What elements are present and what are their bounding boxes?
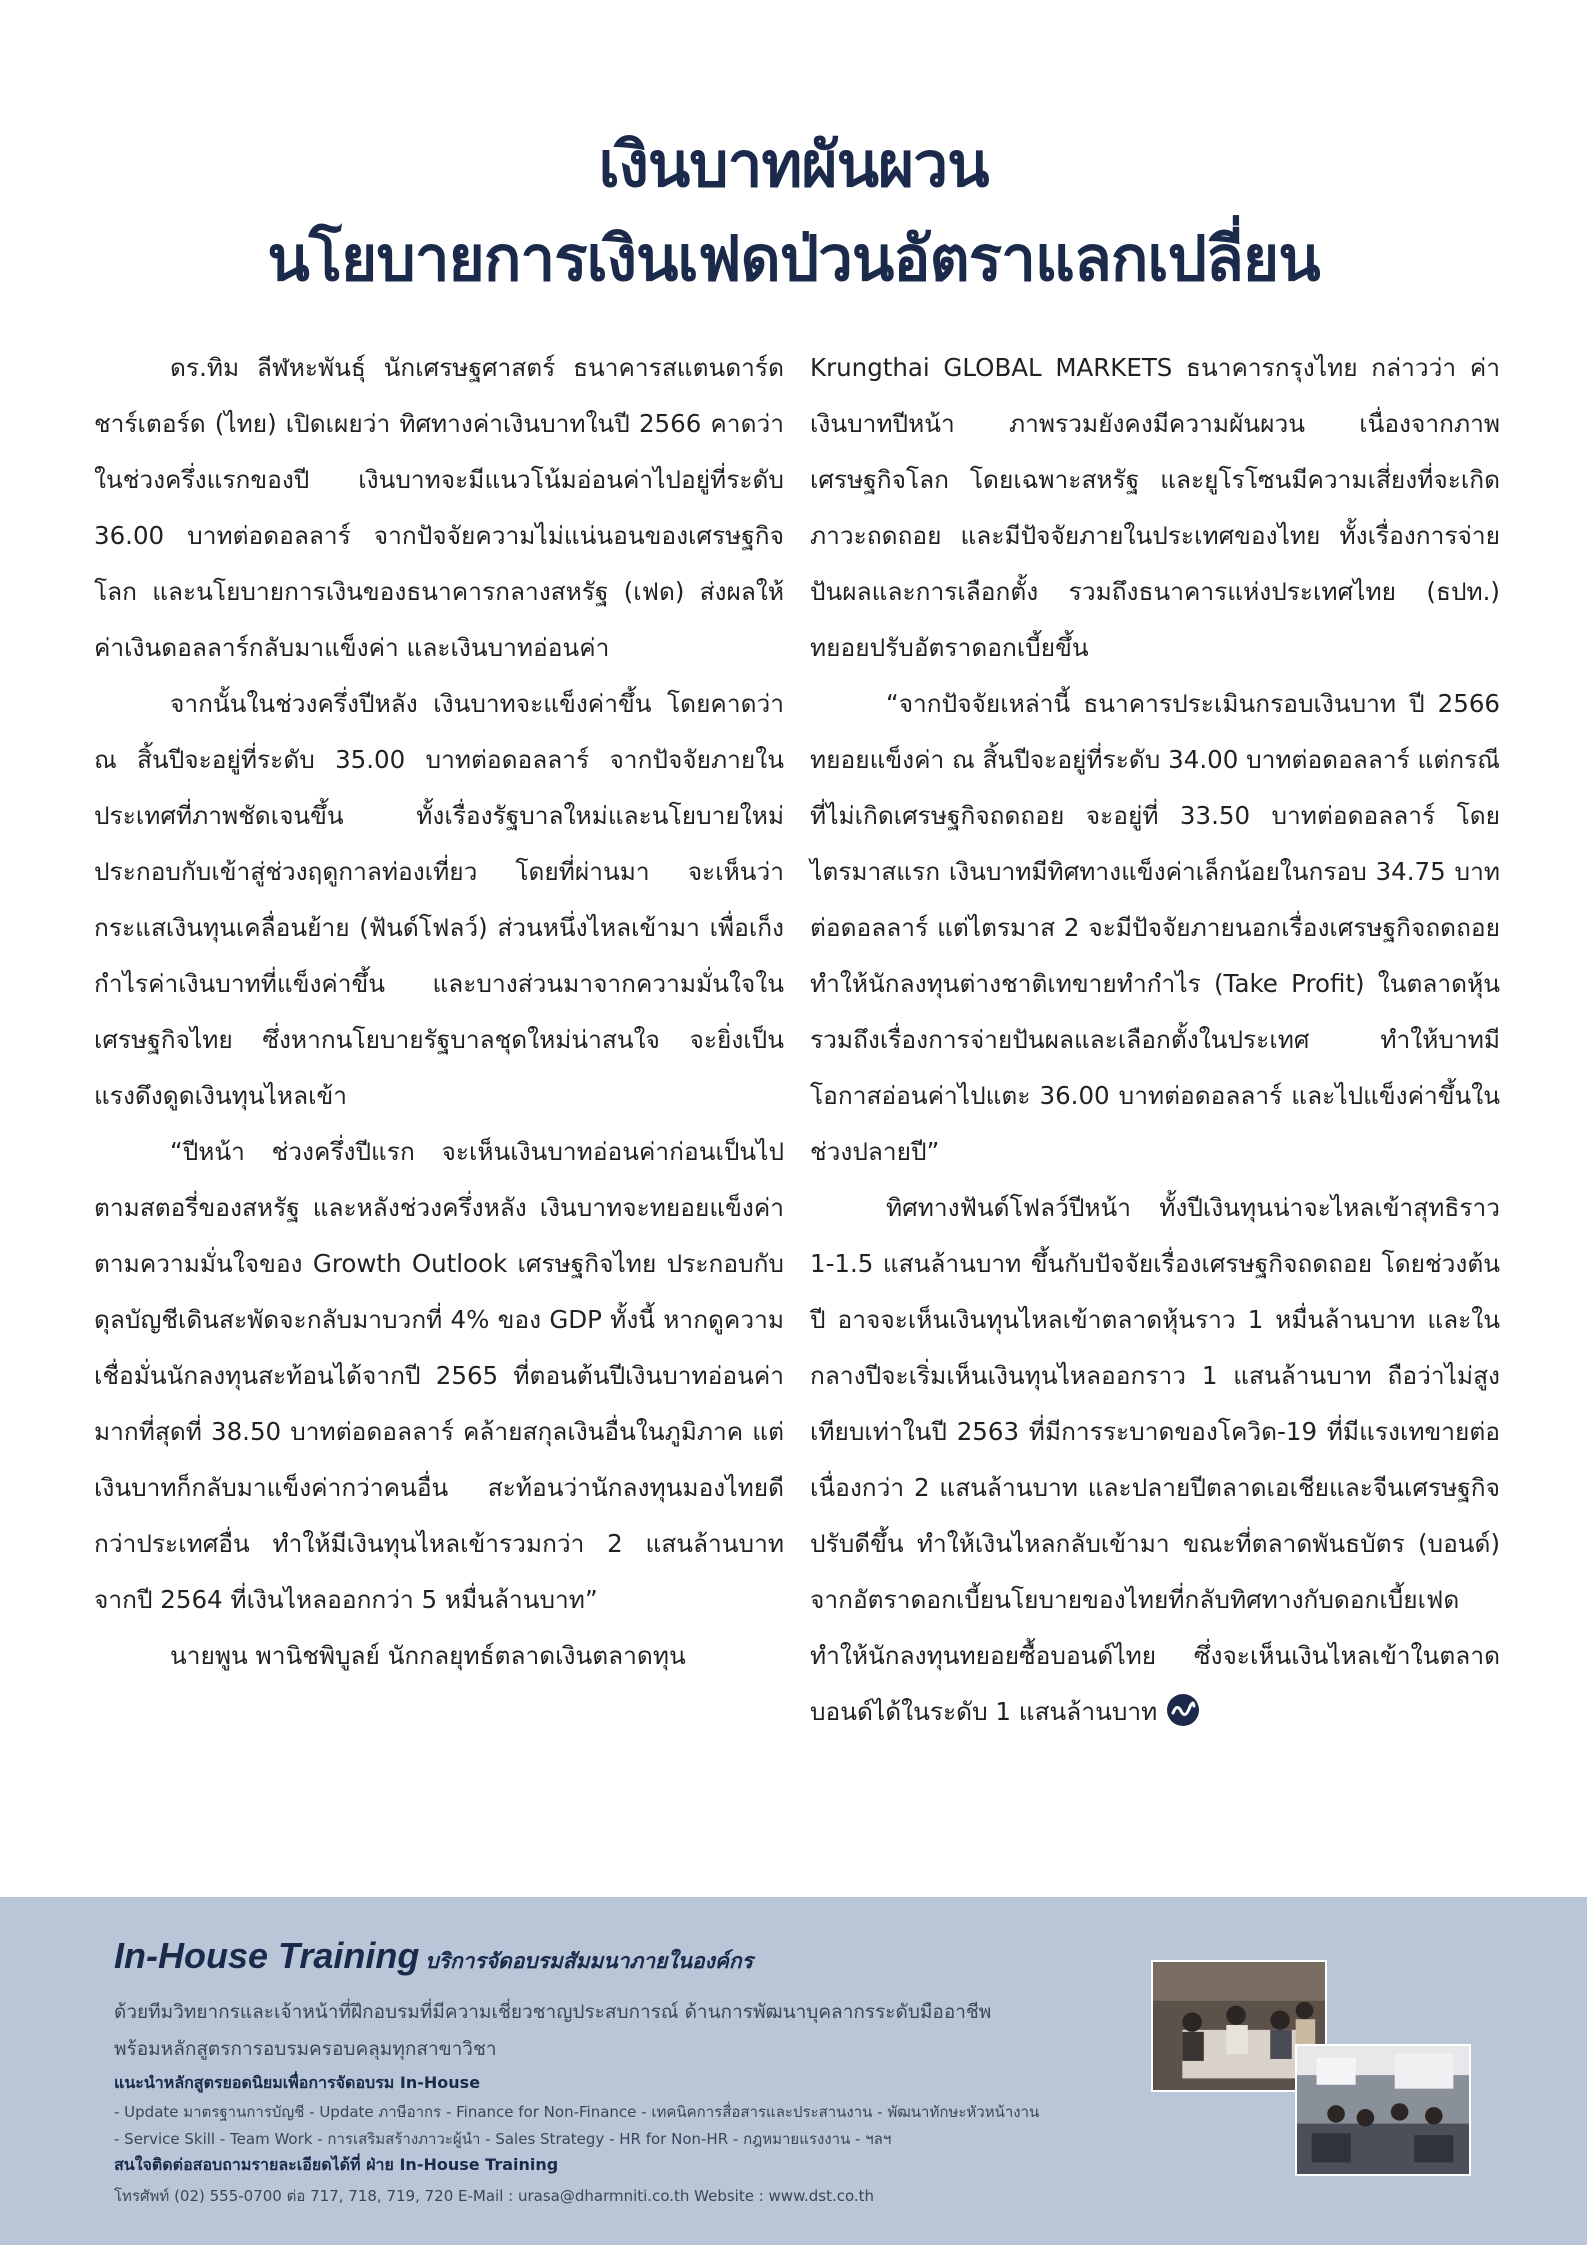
footer-contact-heading: สนใจติดต่อสอบถามรายละเอียดได้ที่ ฝ่าย In-House Training <box>114 2155 559 2174</box>
article-title <box>0 118 1587 306</box>
promo-footer <box>0 1897 1587 2245</box>
title-line-1: เงินบาทผันผวน <box>598 128 989 201</box>
footer-courses-heading: แนะนำหลักสูตรยอดนิยมเพื่อการจัดอบรม In-House <box>114 2073 481 2092</box>
footer-headline-sub: บริการจัดอบรมสัมมนาภายในองค์กร <box>425 1949 753 1973</box>
footer-courses-line-2: - Service Skill - Team Work - การเสริมสร้างภาวะผู้นำ - Sales Strategy - HR for Non-HR - กฎหมายแรงงาน - ฯลฯ <box>114 2130 892 2148</box>
training-photo-2 <box>1295 2044 1471 2176</box>
paragraph: ดร.ทิม ลีฬหะพันธุ์ นักเศรษฐศาสตร์ ธนาคารสแตนดาร์ดชาร์เตอร์ด (ไทย) เปิดเผยว่า ทิศทางค่าเงินบาทในปี 2566 คาดว่า ในช่วงครึ่งแรกของปี เงินบาทจะมีแนวโน้มอ่อนค่าไปอยู่ที่ระดับ 36.00 บาทต่อดอลลาร์ จากปัจจัยความไม่แน่นอนของเศรษฐกิจโลก และนโยบายการเงินของธนาคารกลางสหรัฐ (เฟด) ส่งผลให้ค่าเงินดอลลาร์กลับมาแข็งค่า และเงินบาทอ่อนค่า <box>94 353 784 662</box>
paragraph: นายพูน พานิชพิบูลย์ นักกลยุทธ์ตลาดเงินตลาดทุน <box>170 1641 686 1670</box>
article-column-left <box>94 340 784 1684</box>
footer-headline-title: In-House Training <box>114 1935 420 1976</box>
footer-contact-line: โทรศัพท์ (02) 555-0700 ต่อ 717, 718, 719, 720 E-Mail : urasa@dharmniti.co.th Website : www.dst.co.th <box>114 2187 875 2205</box>
paragraph <box>810 1180 1500 1740</box>
footer-desc-line-1: ด้วยทีมวิทยากรและเจ้าหน้าที่ฝึกอบรมที่มีความเชี่ยวชาญประสบการณ์ ด้านการพัฒนาบุคลากรระดับมืออาชีพ <box>114 2001 992 2023</box>
paragraph: “ปีหน้า ช่วงครึ่งปีแรก จะเห็นเงินบาทอ่อนค่าก่อนเป็นไปตามสตอรี่ของสหรัฐ และหลังช่วงครึ่งหลัง เงินบาทจะทยอยแข็งค่าตามความมั่นใจของ Growth Outlook เศรษฐกิจไทย ประกอบกับดุลบัญชีเดินสะพัดจะกลับมาบวกที่ 4% ของ GDP ทั้งนี้ หากดูความเชื่อมั่นนักลงทุนสะท้อนได้จากปี 2565 ที่ตอนต้นปีเงินบาทอ่อนค่ามากที่สุดที่ 38.50 บาทต่อดอลลาร์ คล้ายสกุลเงินอื่นในภูมิภาค แต่เงินบาทก็กลับมาแข็งค่ากว่าคนอื่น สะท้อนว่านักลงทุนมองไทยดีกว่าประเทศอื่น ทำให้มีเงินทุนไหลเข้ารวมกว่า 2 แสนล้านบาท จากปี 2564 ที่เงินไหลออกกว่า 5 หมื่นล้านบาท” <box>94 1137 784 1614</box>
title-line-2: นโยบายการเงินเฟดป่วนอัตราแลกเปลี่ยน <box>267 222 1320 295</box>
article-column-right <box>810 340 1500 1740</box>
paragraph: Krungthai GLOBAL MARKETS ธนาคารกรุงไทย กล่าวว่า ค่าเงินบาทปีหน้า ภาพรวมยังคงมีความผันผวน เนื่องจากภาพเศรษฐกิจโลก โดยเฉพาะสหรัฐ และยูโรโซนมีความเสี่ยงที่จะเกิดภาวะถดถอย และมีปัจจัยภายในประเทศของไทย ทั้งเรื่องการจ่ายปันผลและการเลือกตั้ง รวมถึงธนาคารแห่งประเทศไทย (ธปท.) ทยอยปรับอัตราดอกเบี้ยขึ้น <box>810 353 1500 662</box>
paragraph-text: ทิศทางฟันด์โฟลว์ปีหน้า ทั้งปีเงินทุนน่าจะไหลเข้าสุทธิราว 1-1.5 แสนล้านบาท ขึ้นกับปัจจัยเรื่องเศรษฐกิจถดถอย โดยช่วงต้นปี อาจจะเห็นเงินทุนไหลเข้าตลาดหุ้นราว 1 หมื่นล้านบาท และในกลางปีจะเริ่มเห็นเงินทุนไหลออกราว 1 แสนล้านบาท ถือว่าไม่สูงเทียบเท่าในปี 2563 ที่มีการระบาดของโควิด-19 ที่มีแรงเทขายต่อเนื่องกว่า 2 แสนล้านบาท และปลายปีตลาดเอเชียและจีนเศรษฐกิจปรับดีขึ้น ทำให้เงินไหลกลับเข้ามา ขณะที่ตลาดพันธบัตร (บอนด์) จากอัตราดอกเบี้ยนโยบายของไทยที่กลับทิศทางกับดอกเบี้ยเฟด ทำให้นักลงทุนทยอยซื้อบอนด์ไทย ซึ่งจะเห็นเงินไหลเข้าในตลาดบอนด์ได้ในระดับ 1 แสนล้านบาท <box>810 1193 1500 1726</box>
paragraph: “จากปัจจัยเหล่านี้ ธนาคารประเมินกรอบเงินบาท ปี 2566 ทยอยแข็งค่า ณ สิ้นปีจะอยู่ที่ระดับ 34.00 บาทต่อดอลลาร์ แต่กรณีที่ไม่เกิดเศรษฐกิจถดถอย จะอยู่ที่ 33.50 บาทต่อดอลลาร์ โดยไตรมาสแรก เงินบาทมีทิศทางแข็งค่าเล็กน้อยในกรอบ 34.75 บาทต่อดอลลาร์ แต่ไตรมาส 2 จะมีปัจจัยภายนอกเรื่องเศรษฐกิจถดถอย ทำให้นักลงทุนต่างชาติเทขายทำกำไร (Take Profit) ในตลาดหุ้น รวมถึงเรื่องการจ่ายปันผลและเลือกตั้งในประเทศ ทำให้บาทมีโอกาสอ่อนค่าไปแตะ 36.00 บาทต่อดอลลาร์ และไปแข็งค่าขึ้นในช่วงปลายปี” <box>810 689 1500 1166</box>
footer-courses-line-1: - Update มาตรฐานการบัญชี - Update ภาษีอากร - Finance for Non-Finance - เทคนิคการสื่อสารและประสานงาน - พัฒนาทักษะหัวหน้างาน <box>114 2103 1040 2121</box>
paragraph: จากนั้นในช่วงครึ่งปีหลัง เงินบาทจะแข็งค่าขึ้น โดยคาดว่า ณ สิ้นปีจะอยู่ที่ระดับ 35.00 บาทต่อดอลลาร์ จากปัจจัยภายในประเทศที่ภาพชัดเจนขึ้น ทั้งเรื่องรัฐบาลใหม่และนโยบายใหม่ ประกอบกับเข้าสู่ช่วงฤดูกาลท่องเที่ยว โดยที่ผ่านมา จะเห็นว่ากระแสเงินทุนเคลื่อนย้าย (ฟันด์โฟลว์) ส่วนหนึ่งไหลเข้ามา เพื่อเก็งกำไรค่าเงินบาทที่แข็งค่าขึ้น และบางส่วนมาจากความมั่นใจในเศรษฐกิจไทย ซึ่งหากนโยบายรัฐบาลชุดใหม่น่าสนใจ จะยิ่งเป็นแรงดึงดูดเงินทุนไหลเข้า <box>94 689 784 1110</box>
footer-headline <box>114 1935 753 1978</box>
footer-desc-line-2: พร้อมหลักสูตรการอบรมครอบคลุมทุกสาขาวิชา <box>114 2038 497 2060</box>
wave-circle-icon <box>1167 1694 1199 1726</box>
